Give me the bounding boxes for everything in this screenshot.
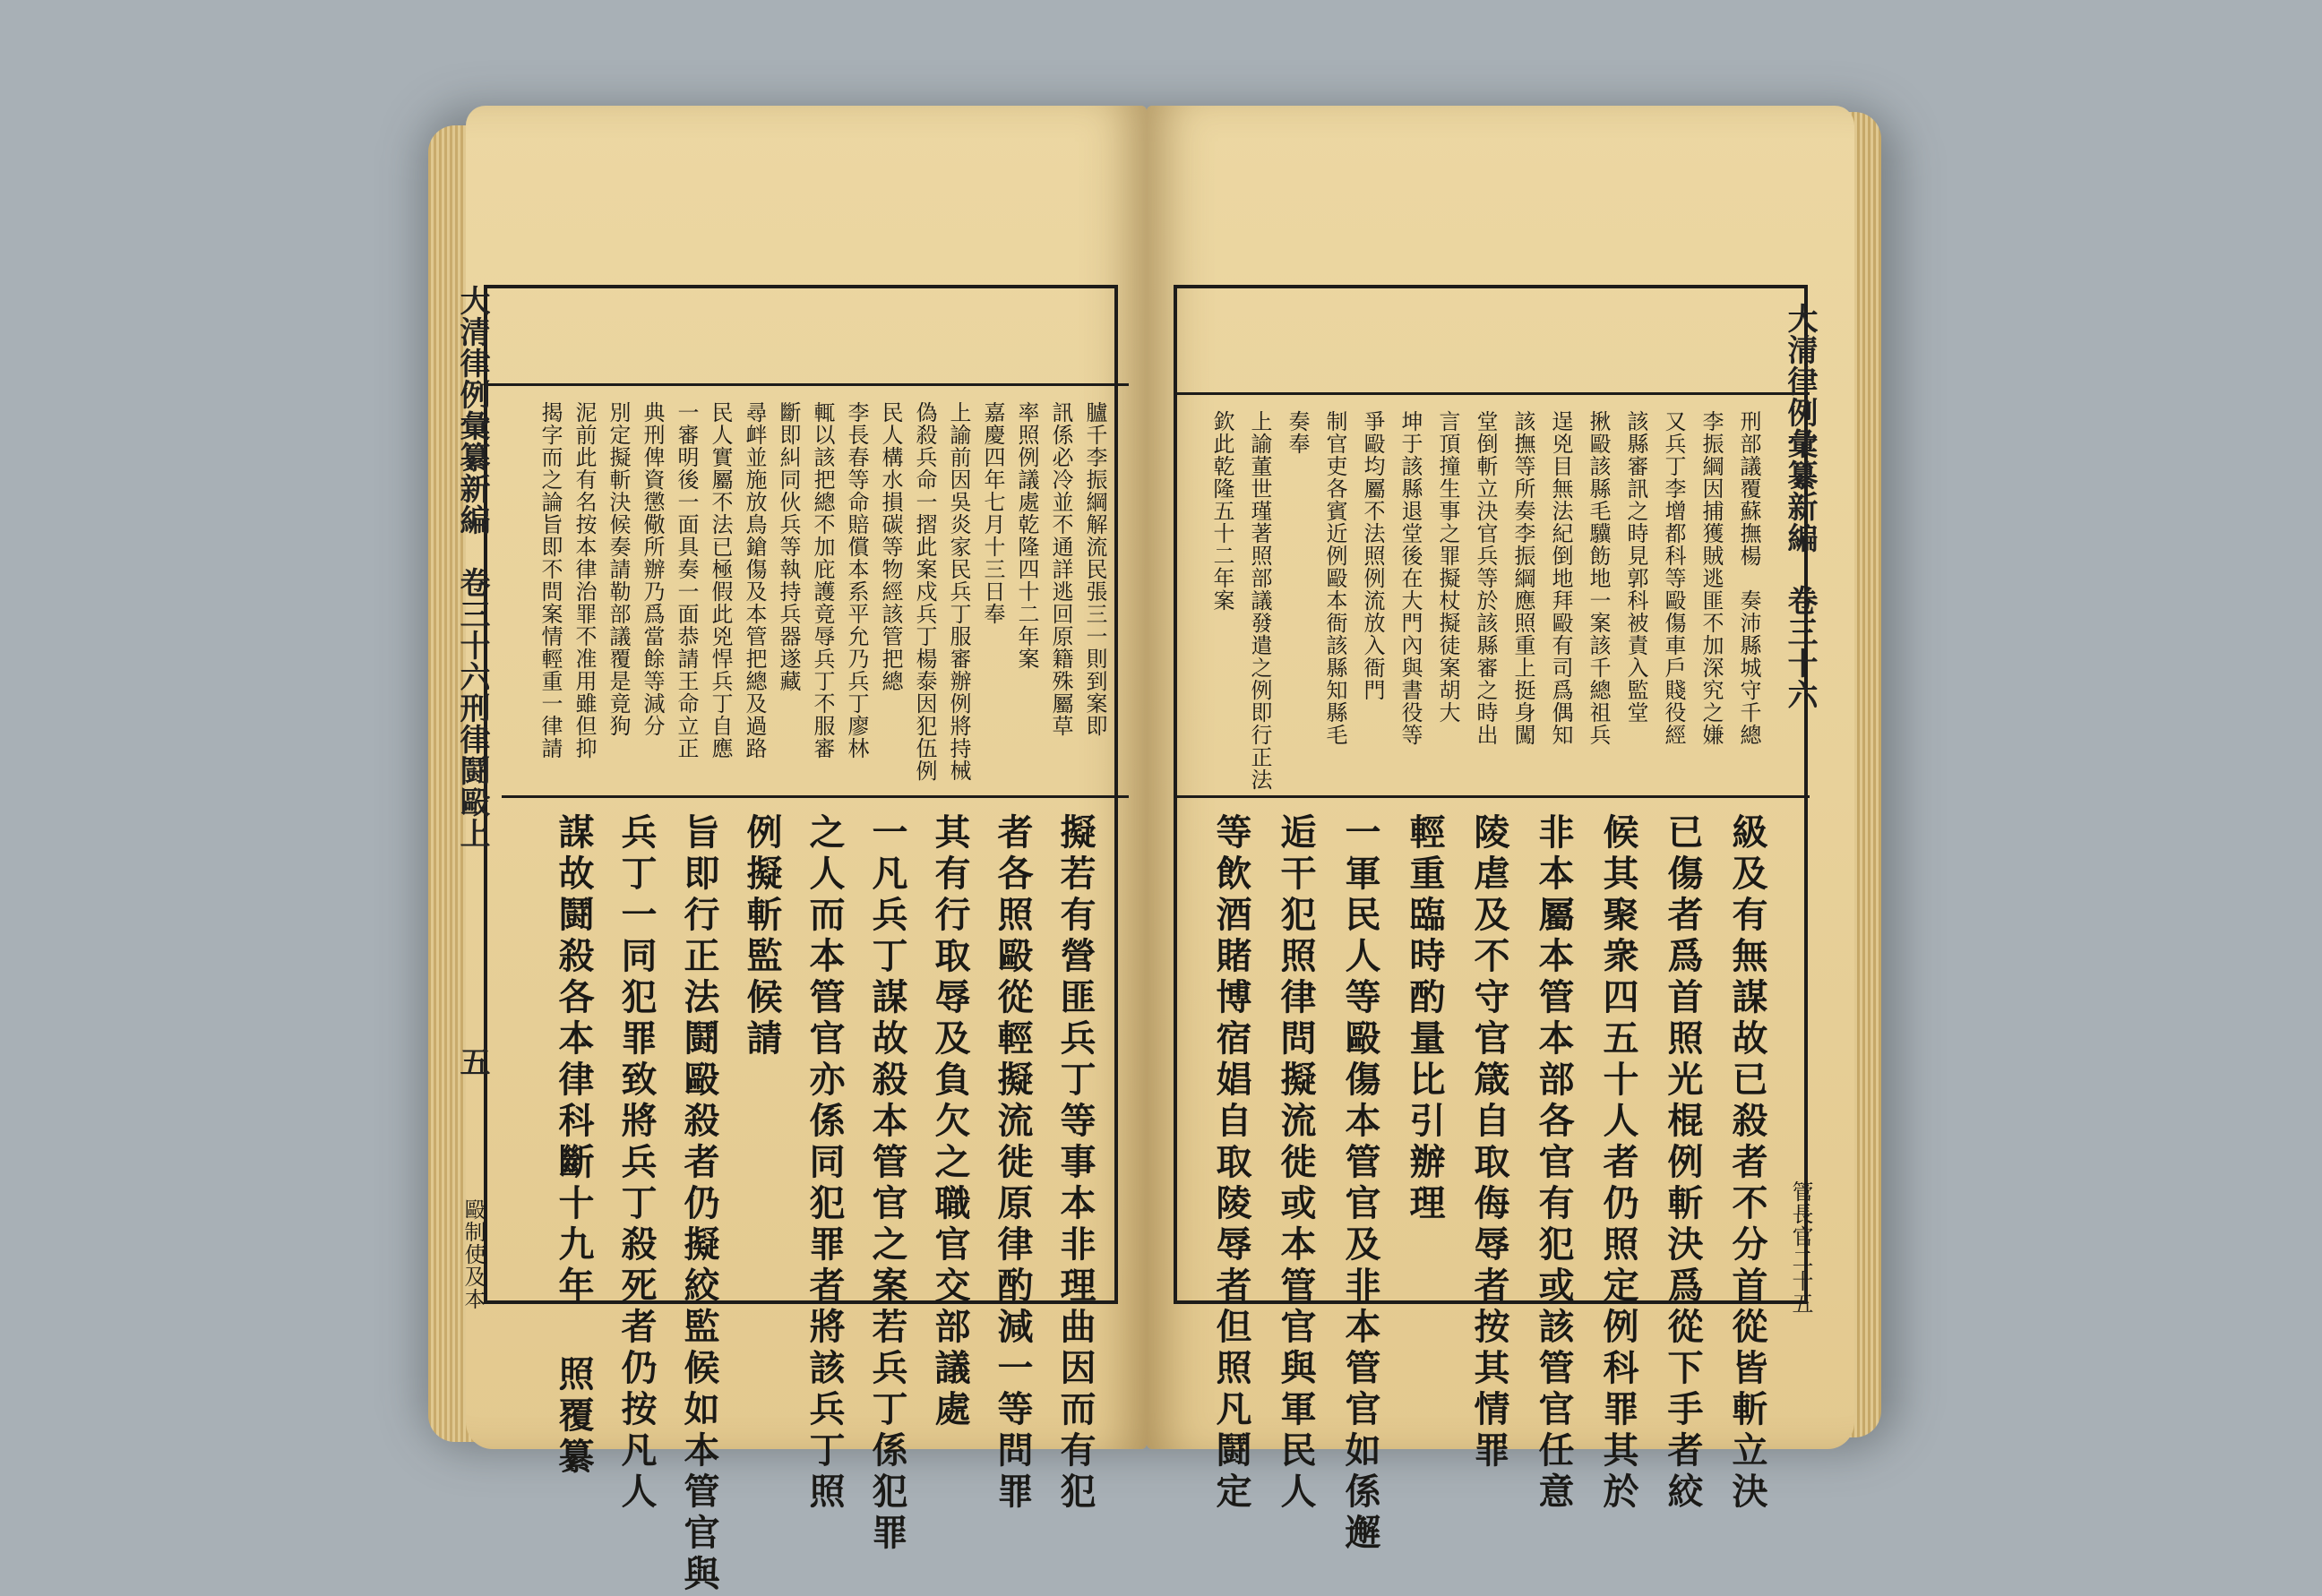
right-lower-column: 候其聚衆四五十人者仍照定例科罪其於 [1597, 813, 1639, 1514]
left-upper-column: 訊係必冷並不通詳逃回原籍殊屬草 [1048, 401, 1073, 737]
right-upper-column: 制官吏各賓近例毆本衙該縣知縣毛 [1322, 410, 1347, 746]
right-lower-column: 逅干犯照律問擬流徙或本管官與軍民人 [1275, 813, 1317, 1514]
left-upper-column: 民人實屬不法已極假此兇悍兵丁自應 [708, 401, 733, 759]
left-upper-column: 率照例議處乾隆四十二年案 [1014, 401, 1039, 670]
left-lower-column: 其有行取辱及負欠之職官交部議處 [929, 813, 971, 1431]
left-section-divider [502, 795, 1129, 798]
right-header-rule [1174, 392, 1810, 395]
left-upper-column: 民人構水損碳等物經該管把總 [878, 401, 903, 692]
right-upper-column: 逞兇目無法紀倒地拜毆有司爲偶知 [1548, 410, 1573, 746]
right-lower-column: 級及有無謀故已殺者不分首從皆斬立決 [1726, 813, 1768, 1514]
right-lower-column: 等飲酒賭博宿娼自取陵辱者但照凡鬪定 [1210, 813, 1252, 1514]
left-upper-column: 揭字而之論旨即不問案情輕重一律請 [538, 401, 563, 759]
left-lower-column: 者各照毆從輕擬流徙原律酌減一等問罪 [992, 813, 1034, 1514]
left-lower-column: 謀故鬪殺各本律科斷十九年 照覆纂 [553, 813, 595, 1479]
left-upper-column: 典刑俾資懲儆所辦乃爲當餘等減分 [640, 401, 665, 737]
left-lower-column: 兵丁一同犯罪致將兵丁殺死者仍按凡人 [615, 813, 658, 1514]
left-upper-column: 泥前此有名按本律治罪不准用雖但抑 [572, 401, 597, 759]
left-upper-column: 偽殺兵命一摺此案戍兵丁楊泰因犯伍例 [912, 401, 937, 782]
left-lower-column: 例擬斬監候請 [741, 813, 783, 1060]
right-upper-column: 上諭董世瑾著照部議發遣之例即行正法 [1247, 410, 1272, 791]
right-upper-column: 刑部議覆蘇撫楊 奏沛縣城守千總 [1736, 410, 1761, 746]
right-lower-column: 一軍民人等毆傷本管官及非本管官如係邂 [1339, 813, 1381, 1555]
left-upper-column: 尋衅並施放鳥鎗傷及本管把總及過路 [742, 401, 767, 759]
right-upper-column: 李振綱因捕獲賊逃匪不加深究之嫌 [1698, 410, 1724, 746]
right-lower-column: 已傷者爲首照光棍例斬決爲從下手者絞 [1662, 813, 1704, 1514]
right-upper-column: 言頂撞生事之罪擬杖擬徒案胡大 [1435, 410, 1460, 724]
right-upper-column: 揪毆該縣毛驥飭地一案該千總祖兵 [1586, 410, 1611, 746]
right-upper-column: 坤于該縣退堂後在大門內與書役等 [1398, 410, 1423, 746]
left-lower-column: 一凡兵丁謀故殺本管官之案若兵丁係犯罪 [866, 813, 908, 1555]
left-upper-column: 嘉慶四年七月十三日奉 [980, 401, 1005, 625]
right-lower-column: 陵虐及不守官箴自取侮辱者按其情罪 [1468, 813, 1510, 1472]
left-upper-column: 李長春等命賠償本系平允乃兵丁廖林 [844, 401, 869, 759]
right-lower-column: 輕重臨時酌量比引辦理 [1404, 813, 1446, 1225]
right-upper-column: 堂倒斬立決官兵等於該縣審之時出 [1473, 410, 1498, 746]
left-upper-column: 斷即糾同伙兵等執持兵器遂藏 [776, 401, 801, 692]
left-bottom-note: 毆制使及本 [460, 1198, 486, 1310]
left-lower-column: 之人而本管官亦係同犯罪者將該兵丁照 [804, 813, 846, 1514]
left-lower-column: 擬若有營匪兵丁等事本非理曲因而有犯 [1054, 813, 1096, 1514]
left-upper-column: 上諭前因吳炎家民兵丁服審辦例將持械 [946, 401, 971, 782]
left-page-number: 五 [454, 1046, 490, 1077]
left-upper-column: 臚千李振綱解流民張三一則到案即 [1082, 401, 1107, 737]
left-side-title: 大清律例彙纂新編 卷三十六刑律鬪毆上 [454, 285, 490, 849]
right-upper-column: 欽此乾隆五十二年案 [1209, 410, 1234, 612]
right-upper-column: 又兵丁李增都科等毆傷車戶賤役經 [1661, 410, 1686, 746]
right-upper-column: 該縣審訊之時見郭科被責入監堂 [1623, 410, 1648, 724]
right-upper-column: 爭毆均屬不法照例流放入衙門 [1360, 410, 1385, 701]
right-section-divider [1174, 795, 1810, 798]
right-bottom-note: 管長官二十五 [1788, 1180, 1813, 1315]
right-side-title: 大清律例彙纂新編 卷三十六 [1782, 303, 1818, 710]
left-upper-column: 別定擬斬決候奏請勒部議覆是竟狗 [606, 401, 631, 737]
left-header-rule [484, 383, 1129, 386]
right-page [1147, 106, 1854, 1555]
left-upper-column: 輒以該把總不加庇護竟辱兵丁不服審 [810, 401, 835, 759]
right-upper-column: 該撫等所奏李振綱應照重上挺身闖 [1510, 410, 1535, 746]
left-page [454, 106, 1147, 1596]
right-upper-column: 奏奉 [1285, 410, 1310, 455]
left-lower-column: 旨即行正法鬪毆殺者仍擬絞監候如本管官與 [678, 813, 720, 1596]
right-lower-column: 非本屬本管本部各官有犯或該管官任意 [1533, 813, 1575, 1514]
left-upper-column: 一審明後一面具奏一面恭請王命立正 [674, 401, 699, 759]
